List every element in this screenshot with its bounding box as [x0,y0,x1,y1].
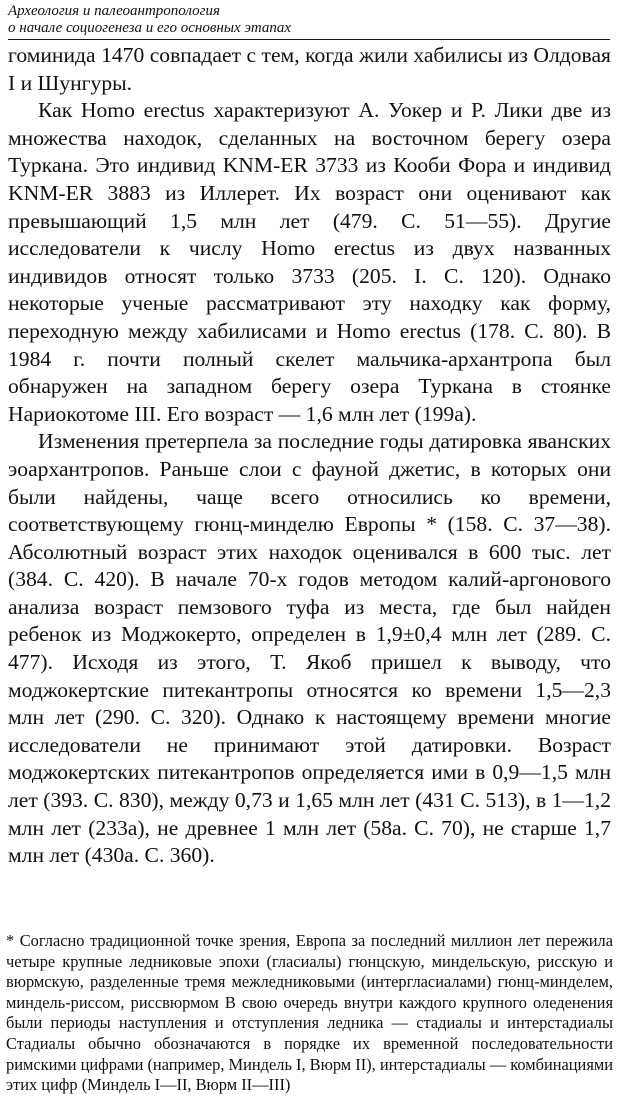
running-head [8,3,610,40]
paragraph-1: гоминида 1470 совпадает с тем, когда жили хабилисы из Олдовая I и Шунгуры. [8,43,611,95]
paragraph-3: Изменения претерпела за последние годы датировка яванских эоархантропов. Раньше слои с фауной джетис, в которых они были найдены, чаще всего относились ко времени, соответствующему гюнц-минделю Европы * (158. С. 37—38). Абсолютный возраст этих находок оценивался в 600 тыс. лет (384. С. 420). В начале 70-х годов методом калий-аргонового анализа возраст пемзового туфа из места, где был найден ребенок из Моджокерто, определен в 1,9±0,4 млн лет (289. С. 477). Исходя из этого, Т. Якоб пришел к выводу, что моджокертские питекантропы относятся ко времени 1,5—2,3 млн лет (290. С. 320). Однако к настоящему времени многие исследователи не принимают этой датировки. Возраст моджокертских питекантропов определяется ими в 0,9—1,5 млн лет (393. С. 830), между 0,73 и 1,65 млн лет (431 С. 513), в 1—1,2 млн лет (233а), не древнее 1 млн лет (58а. С. 70), не старше 1,7 млн лет (430а. С. 360). [8,429,611,868]
footnote-text: * Согласно традиционной точке зрения, Европа за последний миллион лет пережила четыре крупные ледниковые эпохи (гласиалы) гюнцскую, миндельскую, рисскую и вюрмскую, разделенные тремя межледниковыми (интергласиалами) гюнц-минделем, миндель-риссом, риссвюрмом В свою очередь внутри каждого крупного оледенения были периоды наступления и отступления ледника — стадиалы и интерстадиалы Стадиалы обычно обозначаются в порядке их временной последовательности римскими цифрами (например, Миндель I, Вюрм II), интерстадиалы — комбинациями этих цифр (Миндель I—II, Вюрм II—III) [6,931,613,1095]
running-head-rule [8,39,610,40]
main-text [8,42,611,870]
footnote [6,931,613,1096]
paragraph-2: Как Homo erectus характеризуют А. Уокер и Р. Лики две из множества находок, сделанных на восточном берегу озера Туркана. Это индивид KNM-ER 3733 из Кооби Фора и индивид KNM-ER 3883 из Иллерет. Их возраст они оценивают как превышающий 1,5 млн лет (479. С. 51—55). Другие исследователи к числу Homo erectus из двух названных индивидов относят только 3733 (205. I. С. 120). Однако некоторые ученые рассматривают эту находку как форму, переходную между хабилисами и Homo erectus (178. С. 80). В 1984 г. почти полный скелет мальчика-архантропа был обнаружен на западном берегу озера Туркана в стоянке Нариокотоме III. Его возраст — 1,6 млн лет (199а). [8,98,611,426]
running-head-line-1: Археология и палеоантропология [8,3,220,19]
running-head-line-2: о начале социогенеза и его основных этапах [8,20,291,36]
